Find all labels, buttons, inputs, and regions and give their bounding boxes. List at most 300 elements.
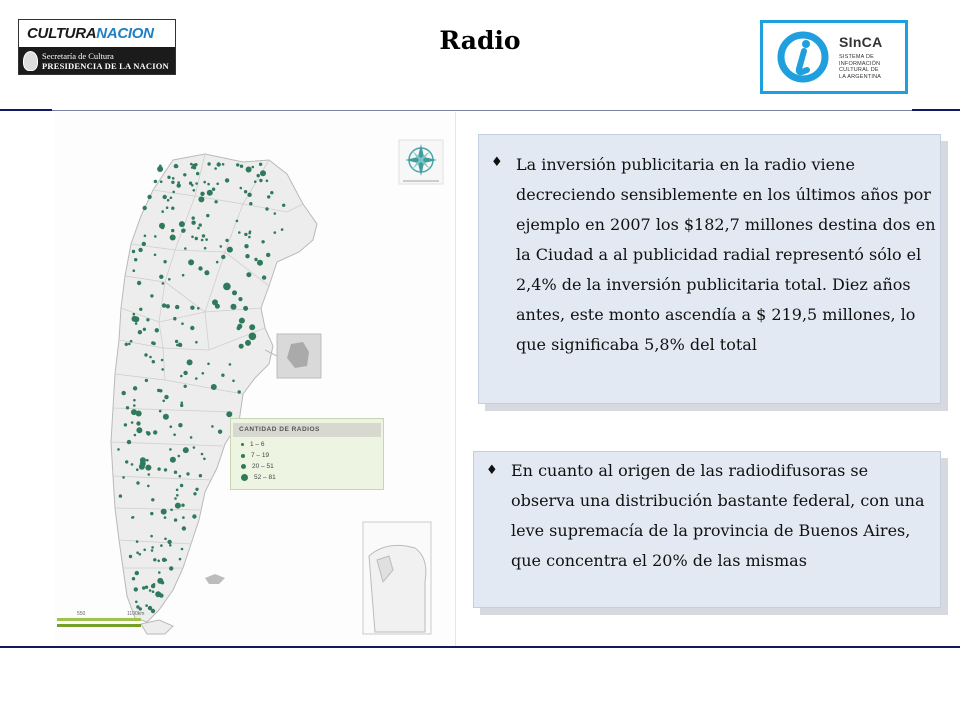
radio-station-dot [136,421,140,425]
radio-station-dot [152,590,155,593]
radio-station-dot [281,228,284,231]
radio-station-dot [133,386,137,390]
radio-station-dot [244,233,247,236]
radio-station-dot [205,238,208,241]
radio-station-dot [188,259,194,265]
radio-station-dot [157,578,163,584]
radio-station-dot [259,179,262,182]
radio-station-dot [144,235,147,238]
sinca-tagline: SISTEMA DE INFORMACIÓN CULTURAL DE LA ARGENTINA [839,54,882,80]
radio-station-dot [161,368,164,371]
radio-station-dot [229,363,232,366]
radio-station-dot [239,344,244,349]
radio-station-dot [166,206,169,209]
radio-station-dot [180,404,183,407]
radio-station-dot [180,375,183,378]
radio-station-dot [220,245,223,248]
radio-station-dot [190,326,194,330]
radio-station-dot [257,174,260,177]
radio-station-dot [198,266,202,270]
radio-station-dot [136,540,139,543]
radio-station-dot [136,411,142,417]
radio-station-dot [274,231,277,234]
radio-station-dot [246,272,251,277]
radio-station-dot [192,164,195,167]
radio-station-dot [195,182,198,185]
radio-station-dot [184,247,187,250]
radio-station-dot [259,163,262,166]
radio-station-dot [244,190,247,193]
radio-station-dot [161,210,164,213]
radio-station-dot [270,191,273,194]
radio-station-dot [155,328,159,332]
radio-station-dot [154,180,157,183]
radio-station-dot [239,318,245,324]
callout-text: La inversión publicitaria en la radio viene decreciendo sensiblemente en los últimos años por ejemplo en 2007 los $182,7 millones destina dos en la Ciudad a al publicidad radial representó sólo el 2,4% de la inversión publicitaria total. Diez años antes, este monto ascendía a $ 219,5 millones, lo que significaba 5,8% del total [516,155,936,354]
radio-station-dot [192,216,195,219]
radio-station-dot [262,275,266,279]
radio-station-dot [151,584,155,588]
radio-station-dot [248,236,251,239]
radio-station-dot [131,463,134,466]
radio-station-dot [225,239,228,242]
radio-station-dot [203,458,206,461]
radio-station-dot [133,313,136,316]
radio-station-dot [257,260,263,266]
radio-station-dot [157,467,160,470]
radio-station-dot [170,509,173,512]
radio-station-dot [143,206,147,210]
radio-station-dot [135,601,138,604]
radio-station-dot [154,254,157,257]
radio-station-dot [174,318,177,321]
radio-station-dot [169,566,173,570]
radio-station-dot [207,363,210,366]
radio-station-dot [119,494,122,497]
radio-station-dot [238,390,241,393]
radio-station-dot [128,343,131,346]
logo-brand-part2: NACION [96,25,154,42]
radio-station-dot [182,526,186,530]
radio-station-dot [266,180,269,183]
radio-station-dot [176,344,179,347]
radio-station-dot [170,425,173,428]
radio-station-dot [138,248,142,252]
radio-station-dot [261,240,264,243]
radio-station-dot [211,425,214,428]
radio-station-dot [170,235,176,241]
radio-station-dot [249,202,252,205]
radio-station-dot [169,544,172,547]
radio-station-dot [177,183,181,187]
radio-station-dot [134,258,137,261]
diamond-bullet-icon: ♦ [486,463,498,478]
radio-station-dot [149,607,152,610]
radio-station-dot [237,326,241,330]
radio-station-dot [164,395,168,399]
radio-station-dot [193,189,196,192]
radio-station-dot [204,270,209,275]
radio-station-dot [225,178,229,182]
radio-station-dot [147,485,150,488]
legend-title: CANTIDAD DE RADIOS [233,423,381,437]
radio-station-dot [174,471,177,474]
radio-station-dot [190,436,193,439]
radio-station-dot [193,446,196,449]
legend-item: 20 – 51 [231,461,383,472]
radio-station-dot [147,195,151,199]
radio-station-dot [126,406,129,409]
radio-station-dot [207,162,210,165]
radio-station-dot [202,234,205,237]
radio-station-dot [129,555,132,558]
radio-station-dot [183,229,186,232]
radio-station-dot [195,488,198,491]
radio-station-dot [246,167,252,173]
radio-station-dot [145,586,148,589]
radio-station-dot [179,344,182,347]
radio-station-dot [135,571,139,575]
logo-brand-part1: CULTURA [27,25,97,42]
radio-station-dot [122,391,126,395]
radio-station-dot [214,167,217,170]
radio-station-dot [159,275,163,279]
radio-station-dot [153,558,156,561]
radio-station-dot [174,164,178,168]
radio-station-dot [145,604,148,607]
radio-station-dot [232,290,237,295]
scale-label-1100: 1100km [127,611,145,617]
radio-station-dot [240,165,243,168]
radio-station-dot [153,430,157,434]
radio-station-dot [199,474,202,477]
radio-station-dot [155,591,161,597]
radio-station-dot [152,342,155,345]
radio-station-dot [152,360,155,363]
radio-station-dot [193,492,196,495]
radio-station-dot [190,163,193,166]
radio-station-dot [212,299,218,305]
map-legend [230,418,384,490]
radio-station-dot [245,340,251,346]
radio-station-dot [140,457,146,463]
radio-station-dot [130,340,133,343]
radio-station-dot [171,207,174,210]
radio-station-dot [134,587,138,591]
radio-station-dot [191,184,194,187]
radio-station-dot [179,221,185,227]
callout-text: En cuanto al origen de las radiodifusoras se observa una distribución bastante federal, con una leve supremacía de la provincia de Buenos Aires, que concentra el 20% de las mismas [511,461,925,570]
radio-station-dot [138,330,142,334]
radio-station-dot [164,468,167,471]
radio-station-dot [167,176,170,179]
radio-station-dot [143,549,146,552]
compass-rose-icon [399,140,443,184]
radio-station-dot [186,472,189,475]
radio-station-dot [201,453,204,456]
radio-station-dot [149,356,152,359]
radio-station-dot [163,195,167,199]
radio-station-dot [223,283,231,291]
map-scale-bar [57,611,144,627]
radio-station-dot [151,498,154,501]
radio-station-dot [221,255,225,259]
radio-station-dot [178,423,182,427]
radio-station-dot [157,560,160,563]
radio-station-dot [176,489,179,492]
legend-item: 7 – 19 [231,450,383,461]
radio-station-dot [176,494,179,497]
radio-station-dot [282,204,285,207]
radio-station-dot [136,551,139,554]
radio-station-dot [159,410,162,413]
radio-station-dot [164,538,167,541]
radio-station-dot [168,278,171,281]
radio-station-dot [167,199,170,202]
radio-station-dot [134,434,137,437]
logo-line-secretaria: Secretaría de Cultura [42,50,114,61]
radio-station-dot [133,404,136,407]
radio-station-dot [124,423,127,426]
radio-station-dot [160,180,163,183]
malvinas-islands [205,574,225,584]
diamond-bullet-icon: ♦ [491,155,503,170]
radio-station-dot [125,343,128,346]
radio-station-dot [195,377,198,380]
radio-station-dot [162,400,165,403]
radio-station-dot [197,227,200,230]
radio-station-dot [136,468,139,471]
header-rule-middle [52,110,912,111]
radio-station-dot [178,455,181,458]
radio-station-dot [204,247,207,250]
radio-station-dot [175,503,181,509]
radio-station-dot [245,254,249,258]
radio-station-dot [154,235,157,238]
radio-station-dot [222,163,225,166]
radio-station-dot [151,609,155,613]
radio-station-dot [162,282,165,285]
radio-station-dot [146,318,149,321]
radio-station-dot [127,440,131,444]
radio-station-dot [252,166,255,169]
radio-station-dot [151,549,154,552]
radio-station-dot [173,433,176,436]
radio-station-dot [132,577,135,580]
radio-station-dot [143,328,146,331]
legend-item: 52 – 81 [231,472,383,483]
sinca-name: SInCA [839,34,883,50]
radio-station-dot [182,274,185,277]
radio-station-dot [164,516,167,519]
radio-station-dot [195,237,198,240]
radio-station-dot [254,180,257,183]
radio-station-dot [137,281,141,285]
radio-station-dot [158,571,161,574]
radio-station-dot [206,214,209,217]
radio-station-dot [122,476,125,479]
page-title: Radio [439,26,521,55]
radio-station-dot [136,605,139,608]
radio-station-dot [172,177,175,180]
radio-station-dot [149,589,152,592]
radio-station-dot [227,413,230,416]
radio-station-dot [174,497,177,500]
radio-station-dot [187,359,193,365]
radio-station-dot [249,333,257,341]
radio-station-dot [201,239,204,242]
radio-station-dot [236,220,239,223]
radio-station-dot [191,236,194,239]
buenos-aires-inset [265,334,321,378]
radio-station-dot [167,540,171,544]
radio-station-dot [232,380,235,383]
radio-station-dot [135,322,138,325]
radio-station-dot [179,475,182,478]
radio-station-dot [211,384,217,390]
radio-station-dot [231,304,237,310]
radio-station-dot [139,553,142,556]
radio-station-dot [150,294,153,297]
radio-station-dot [139,308,142,311]
footer-rule [0,646,960,648]
radio-station-dot [145,379,148,382]
radio-station-dot [133,399,136,402]
radio-station-dot [265,207,268,210]
radio-station-dot [182,516,185,519]
radio-station-dot [196,172,199,175]
radio-station-dot [238,231,241,234]
radio-station-dot [216,183,219,186]
callout-advertising-investment [478,134,941,404]
radio-station-dot [218,430,222,434]
radio-station-dot [172,191,175,194]
radio-station-dot [165,559,168,562]
radio-station-dot [136,427,142,433]
radio-station-dot [166,304,170,308]
radio-station-dot [207,183,210,186]
radio-station-dot [170,197,173,200]
radio-station-dot [142,242,146,246]
radio-station-dot [174,518,177,521]
radio-station-dot [274,212,277,215]
radio-station-dot [181,322,184,325]
radio-station-dot [227,247,233,253]
map-graphic [55,112,455,646]
radio-station-dot [190,306,194,310]
radio-station-dot [169,448,172,451]
radio-station-dot [157,166,163,172]
radio-station-dot [157,389,160,392]
radio-station-dot [171,181,174,184]
radio-station-dot [163,260,166,263]
radio-station-dot [151,546,154,549]
radio-station-dot [175,305,179,309]
radio-station-dot [200,192,204,196]
radio-station-dot [191,221,195,225]
radio-station-dot [150,512,153,515]
radio-station-dot [171,229,174,232]
radio-station-dot [260,170,266,176]
radio-station-dot [181,548,184,551]
radio-station-dot [199,223,202,226]
radio-station-dot [243,306,248,311]
radio-station-dot [180,484,183,487]
radio-station-dot [131,421,134,424]
radio-station-dot [244,244,248,248]
radio-station-dot [202,372,205,375]
radio-station-dot [132,316,138,322]
radio-station-dot [161,359,164,362]
radio-station-dot [214,200,217,203]
radio-station-dot [181,504,184,507]
radio-station-dot [203,181,206,184]
radio-station-dot [179,558,182,561]
radio-station-dot [192,514,196,518]
info-i-icon [777,31,829,83]
radio-station-dot [117,448,120,451]
radio-station-dot [162,303,166,307]
radio-station-dot [132,516,135,519]
argentina-radio-map [55,112,456,646]
radio-station-dot [247,193,251,197]
radio-station-dot [221,374,224,377]
radio-station-dot [148,473,151,476]
radio-station-dot [125,460,128,463]
radio-station-dot [266,253,270,257]
radio-station-dot [216,261,219,264]
radio-station-dot [238,297,242,301]
radio-station-dot [175,340,178,343]
radio-station-dot [144,353,147,356]
radio-station-dot [146,459,149,462]
radio-station-dot [249,324,255,330]
antarctica-inset [363,522,431,634]
legend-item: 1 – 6 [231,439,383,450]
radio-station-dot [197,307,200,310]
header-rule-left [0,109,52,111]
radio-station-dot [236,163,239,166]
radio-station-dot [183,447,189,453]
radio-station-dot [132,250,135,253]
radio-station-dot [150,535,153,538]
radio-station-dot [207,190,213,196]
radio-station-dot [184,385,187,388]
radio-station-dot [136,481,139,484]
radio-station-dot [195,341,198,344]
radio-station-dot [160,544,163,547]
radio-station-dot [170,457,176,463]
radio-station-dot [183,173,186,176]
radio-station-dot [217,162,221,166]
sinca-logo [760,20,908,94]
radio-station-dot [133,269,136,272]
radio-station-dot [254,258,257,261]
radio-station-dot [163,414,169,420]
radio-station-dot [146,431,150,435]
header-rule-right [912,109,960,111]
radio-station-dot [249,230,252,233]
radio-station-dot [145,465,151,471]
radio-station-dot [198,196,204,202]
radio-station-dot [240,187,243,190]
radio-station-dot [212,188,215,191]
callout-station-origin [473,451,941,608]
scale-label-550: 550 [77,611,86,617]
radio-station-dot [183,371,187,375]
radio-station-dot [161,509,167,515]
radio-station-dot [267,195,270,198]
